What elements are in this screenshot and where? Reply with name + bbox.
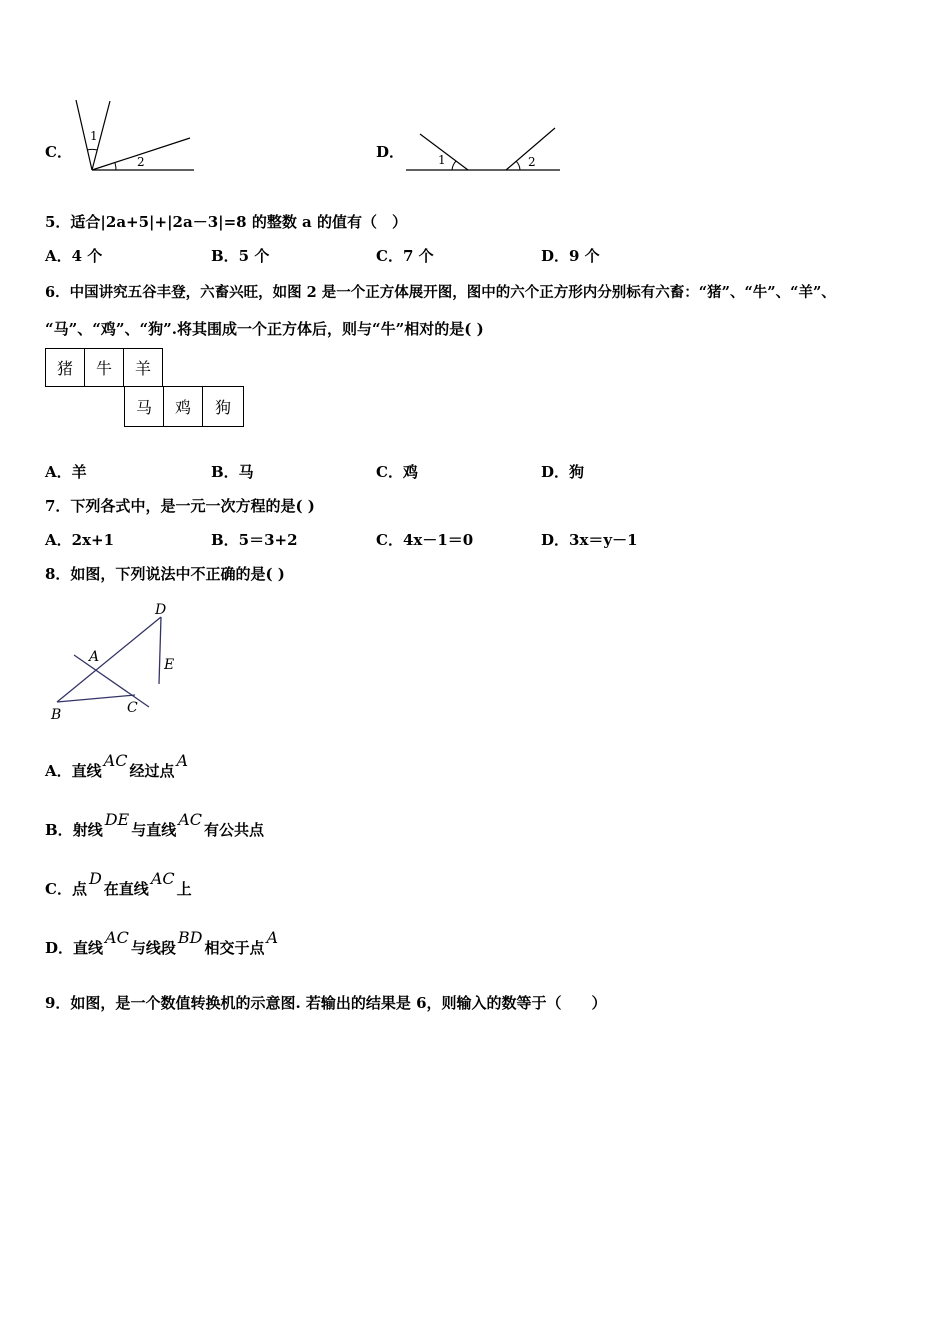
q9-stem: 9．如图，是一个数值转换机的示意图. 若输出的结果是 6，则输入的数等于（ ） xyxy=(45,994,607,1012)
q8-option-c[interactable] xyxy=(45,869,192,899)
q8-option-d-text1: 直线 xyxy=(73,939,104,957)
q8-option-c-math1: D xyxy=(88,869,102,888)
q8-option-d-text2: 与线段 xyxy=(130,939,176,957)
q5-option-c[interactable]: C．7 个 xyxy=(376,247,434,265)
q7-option-a[interactable]: A．2x+1 xyxy=(45,531,115,549)
q4-option-c-label: C． xyxy=(45,143,72,161)
q6-option-c[interactable]: C．鸡 xyxy=(376,463,418,481)
q8-option-b-math2: AC xyxy=(178,810,203,829)
q7-option-d[interactable]: D．3x＝y－1 xyxy=(541,531,638,549)
q8-option-b-text3: 有公共点 xyxy=(204,821,265,839)
q8-option-b-text1: 射线 xyxy=(72,821,103,839)
q8-option-c-label: C． xyxy=(45,880,72,898)
q8-option-c-math2: AC xyxy=(150,869,175,888)
q4-d-angle1-label: 1 xyxy=(438,153,446,167)
q8-option-d[interactable] xyxy=(45,928,280,958)
q4-d-angle2-label: 2 xyxy=(528,155,536,169)
q8-option-c-text1: 点 xyxy=(71,880,87,898)
q6-option-d[interactable]: D．狗 xyxy=(541,463,585,481)
q7-option-c[interactable]: C．4x－1＝0 xyxy=(376,531,474,549)
q4-option-c-figure xyxy=(70,95,200,180)
q5-stem: 5．适合|2a+5|+|2a－3|=8 的整数 a 的值有（ ） xyxy=(45,213,407,231)
q8-option-d-label: D． xyxy=(45,939,74,957)
q5-option-b[interactable]: B．5 个 xyxy=(211,247,270,265)
q8-option-b-text2: 与直线 xyxy=(131,821,177,839)
q8-option-b[interactable] xyxy=(45,810,265,840)
q8-option-d-math2: BD xyxy=(177,928,203,947)
q7-option-b[interactable]: B．5＝3+2 xyxy=(211,531,298,549)
q8-option-a[interactable] xyxy=(45,751,190,781)
q8-option-a-math2: A xyxy=(176,751,189,770)
q8-option-d-math1: AC xyxy=(105,928,129,947)
net-cell-chicken: 鸡 xyxy=(163,386,203,427)
net-cell-dog: 狗 xyxy=(202,386,244,427)
q8-option-c-text3: 上 xyxy=(176,880,192,898)
q8-label-b: B xyxy=(51,707,62,723)
q6-option-a[interactable]: A．羊 xyxy=(45,463,87,481)
q8-option-d-text3: 相交于点 xyxy=(204,939,265,957)
net-cell-pig: 猪 xyxy=(45,348,85,387)
q5-option-a[interactable]: A．4 个 xyxy=(45,247,103,265)
q8-option-a-text2: 经过点 xyxy=(129,762,175,780)
q8-stem: 8．如图，下列说法中不正确的是( ) xyxy=(45,565,285,583)
q8-option-b-math1: DE xyxy=(104,810,130,829)
q8-option-a-text1: 直线 xyxy=(71,762,102,780)
q6-option-b[interactable]: B．马 xyxy=(211,463,254,481)
q7-stem: 7．下列各式中，是一元一次方程的是( ) xyxy=(45,497,315,515)
q5-option-d[interactable]: D．9 个 xyxy=(541,247,600,265)
q8-option-d-math3: A xyxy=(266,928,279,947)
q4-c-angle1-label: 1 xyxy=(90,129,98,143)
q8-option-a-math1: AC xyxy=(103,751,128,770)
q8-label-e: E xyxy=(164,657,175,673)
q6-stem-line1: 6．中国讲究五谷丰登，六畜兴旺，如图 2 是一个正方体展开图，图中的六个正方形内分别标有六畜：“猪”、“牛”、“羊”、 xyxy=(45,284,836,301)
net-cell-sheep: 羊 xyxy=(123,348,163,387)
q8-label-a: A xyxy=(89,649,100,665)
q8-figure xyxy=(45,598,195,728)
q6-stem-line2: “马”、“鸡”、“狗”.将其围成一个正方体后，则与“牛”相对的是( ) xyxy=(45,320,484,338)
q8-option-b-label: B． xyxy=(45,821,73,839)
q8-label-c: C xyxy=(127,700,138,716)
q8-option-c-text2: 在直线 xyxy=(103,880,149,898)
q8-label-d: D xyxy=(155,602,167,618)
q4-c-angle2-label: 2 xyxy=(137,155,145,169)
net-cell-ox: 牛 xyxy=(84,348,124,387)
q8-option-a-label: A． xyxy=(45,762,72,780)
q6-cube-net xyxy=(45,348,245,428)
q4-option-d-figure xyxy=(400,120,570,180)
net-cell-horse: 马 xyxy=(124,386,164,427)
q4-option-d-label: D． xyxy=(376,143,405,161)
